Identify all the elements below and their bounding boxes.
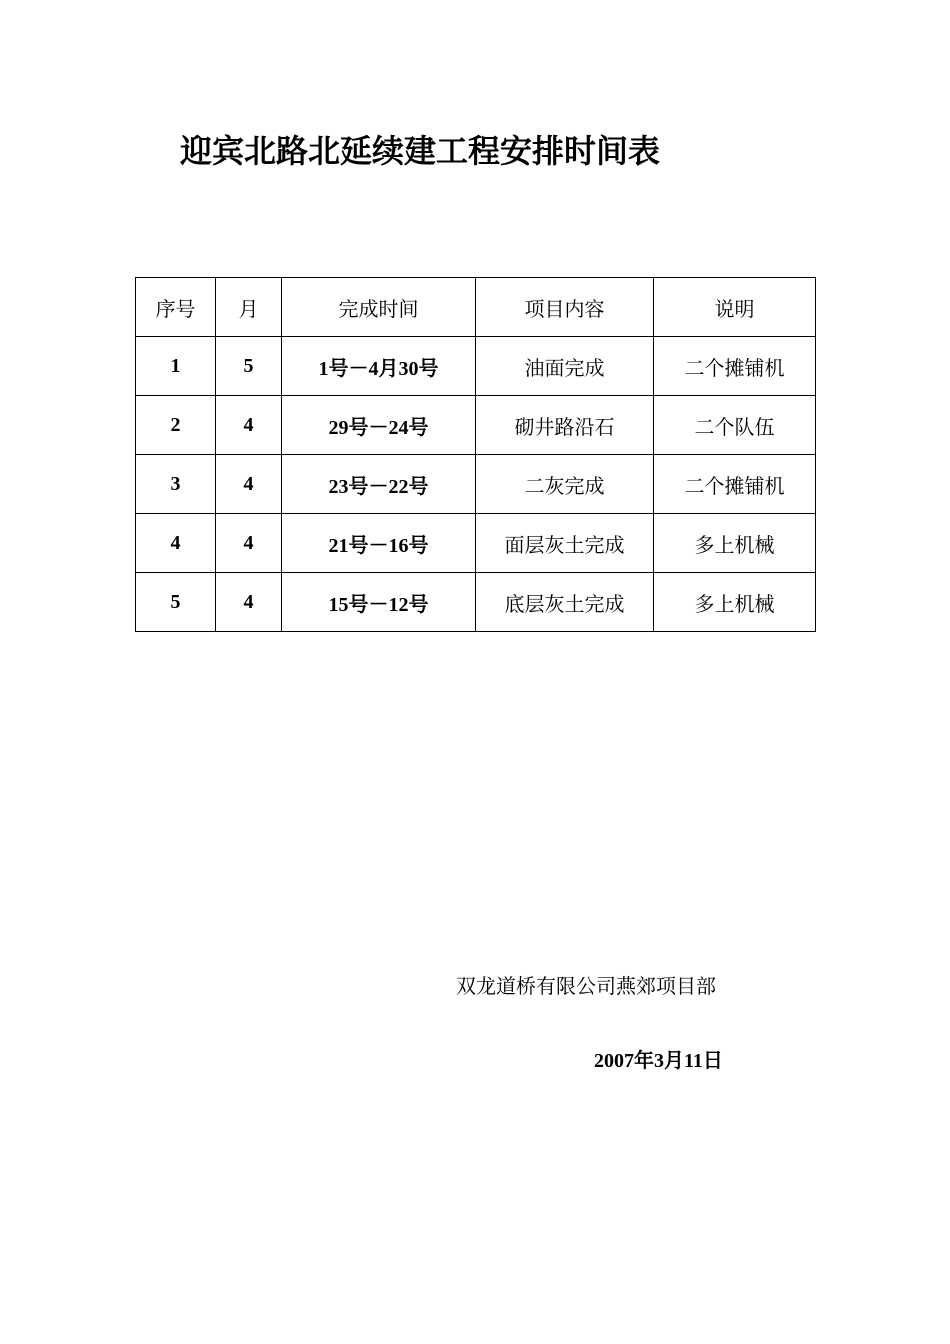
cell-month: 4 (216, 573, 282, 632)
cell-period: 23号－22号 (282, 455, 476, 514)
header-cell-content: 项目内容 (476, 278, 654, 337)
cell-content: 砌井路沿石 (476, 396, 654, 455)
schedule-table (135, 277, 816, 632)
cell-period: 21号－16号 (282, 514, 476, 573)
cell-index: 5 (136, 573, 216, 632)
cell-content: 底层灰土完成 (476, 573, 654, 632)
header-cell-note: 说明 (654, 278, 816, 337)
page-title: 迎宾北路北延续建工程安排时间表 (180, 132, 661, 170)
cell-content: 面层灰土完成 (476, 514, 654, 573)
cell-note: 二个摊铺机 (654, 455, 816, 514)
cell-note: 二个摊铺机 (654, 337, 816, 396)
cell-month: 4 (216, 455, 282, 514)
cell-index: 2 (136, 396, 216, 455)
header-cell-index: 序号 (136, 278, 216, 337)
footer-date: 2007年3月11日 (594, 1050, 723, 1072)
cell-index: 4 (136, 514, 216, 573)
cell-note: 多上机械 (654, 514, 816, 573)
table-row (136, 337, 816, 396)
header-cell-month: 月 (216, 278, 282, 337)
cell-content: 油面完成 (476, 337, 654, 396)
cell-period: 29号－24号 (282, 396, 476, 455)
cell-note: 多上机械 (654, 573, 816, 632)
table-row (136, 573, 816, 632)
header-cell-period: 完成时间 (282, 278, 476, 337)
table-row (136, 455, 816, 514)
table-row (136, 396, 816, 455)
cell-month: 4 (216, 396, 282, 455)
table-header-row (136, 278, 816, 337)
cell-month: 5 (216, 337, 282, 396)
table-row (136, 514, 816, 573)
cell-period: 15号－12号 (282, 573, 476, 632)
cell-note: 二个队伍 (654, 396, 816, 455)
cell-index: 3 (136, 455, 216, 514)
cell-index: 1 (136, 337, 216, 396)
cell-month: 4 (216, 514, 282, 573)
cell-content: 二灰完成 (476, 455, 654, 514)
footer-organization: 双龙道桥有限公司燕郊项目部 (456, 974, 716, 998)
cell-period: 1号－4月30号 (282, 337, 476, 396)
